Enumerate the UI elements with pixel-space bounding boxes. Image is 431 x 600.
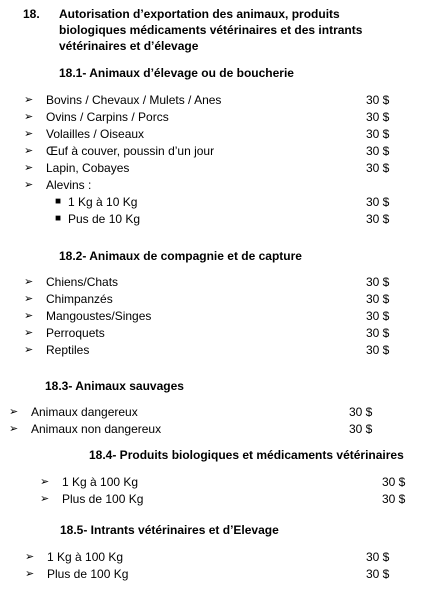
list-item-label: Animaux non dangereux <box>31 422 162 436</box>
list-item-price: 30 $ <box>349 405 373 419</box>
list-item-price: 30 $ <box>349 422 373 436</box>
list-item-label: Plus de 100 Kg <box>62 492 144 506</box>
list-item-label: Mangoustes/Singes <box>46 309 152 323</box>
list-item-label: Chiens/Chats <box>46 275 119 289</box>
list-item-label: Perroquets <box>46 326 105 340</box>
arrow-bullet-icon: ➢ <box>24 310 34 322</box>
list-item-price: 30 $ <box>366 275 390 289</box>
arrow-bullet-icon: ➢ <box>24 327 34 339</box>
list-item-price: 30 $ <box>366 93 390 107</box>
arrow-bullet-icon: ➢ <box>25 551 35 563</box>
list-item-label: Œuf à couver, poussin d’un jour <box>46 144 215 158</box>
page-title-line: biologiques médicaments vétérinaires et des intrants <box>59 23 363 37</box>
list-item-label: Alevins : <box>46 178 92 192</box>
section-number: 18. <box>23 7 40 21</box>
arrow-bullet-icon: ➢ <box>24 179 34 191</box>
list-item-price: 30 $ <box>366 309 390 323</box>
list-item-label: 1 Kg à 100 Kg <box>47 550 124 564</box>
arrow-bullet-icon: ➢ <box>9 423 19 435</box>
list-item-price: 30 $ <box>382 475 406 489</box>
list-item-label: Ovins / Carpins / Porcs <box>46 110 169 124</box>
sub-list-item-label: 1 Kg à 10 Kg <box>68 195 138 209</box>
list-item-label: 1 Kg à 100 Kg <box>62 475 139 489</box>
list-item-price: 30 $ <box>366 144 390 158</box>
list-item-price: 30 $ <box>366 161 390 175</box>
section-title: 18.1- Animaux d’élevage ou de boucherie <box>59 66 294 80</box>
list-item-price: 30 $ <box>366 127 390 141</box>
list-item-price: 30 $ <box>382 492 406 506</box>
page-title-line: Autorisation d’exportation des animaux, produits <box>59 7 340 21</box>
list-item-price: 30 $ <box>366 110 390 124</box>
arrow-bullet-icon: ➢ <box>24 145 34 157</box>
list-item-price: 30 $ <box>366 195 390 209</box>
list-item-price: 30 $ <box>366 567 390 581</box>
section-title: 18.2- Animaux de compagnie et de capture <box>59 249 302 263</box>
arrow-bullet-icon: ➢ <box>40 493 50 505</box>
arrow-bullet-icon: ➢ <box>24 94 34 106</box>
arrow-bullet-icon: ➢ <box>24 293 34 305</box>
list-item-label: Animaux dangereux <box>31 405 138 419</box>
list-item-label: Bovins / Chevaux / Mulets / Anes <box>46 93 222 107</box>
list-item-price: 30 $ <box>366 212 390 226</box>
arrow-bullet-icon: ➢ <box>25 568 35 580</box>
list-item-price: 30 $ <box>366 326 390 340</box>
page-title-line: vétérinaires et d’élevage <box>59 39 199 53</box>
sub-list-item-label: Pus de 10 Kg <box>68 212 141 226</box>
arrow-bullet-icon: ➢ <box>24 162 34 174</box>
section-title: 18.5- Intrants vétérinaires et d’Elevage <box>60 523 279 537</box>
arrow-bullet-icon: ➢ <box>24 344 34 356</box>
square-bullet-icon: ■ <box>55 196 62 207</box>
list-item-label: Volailles / Oiseaux <box>46 127 145 141</box>
list-item-label: Chimpanzés <box>46 292 113 306</box>
arrow-bullet-icon: ➢ <box>24 276 34 288</box>
arrow-bullet-icon: ➢ <box>24 128 34 140</box>
section-title: 18.4- Produits biologiques et médicaments vétérinaires <box>89 448 404 462</box>
list-item-label: Lapin, Cobayes <box>46 161 130 175</box>
list-item-price: 30 $ <box>366 292 390 306</box>
square-bullet-icon: ■ <box>55 213 62 224</box>
section-title: 18.3- Animaux sauvages <box>45 379 184 393</box>
arrow-bullet-icon: ➢ <box>9 406 19 418</box>
list-item-price: 30 $ <box>366 343 390 357</box>
list-item-price: 30 $ <box>366 550 390 564</box>
list-item-label: Reptiles <box>46 343 90 357</box>
arrow-bullet-icon: ➢ <box>40 476 50 488</box>
arrow-bullet-icon: ➢ <box>24 111 34 123</box>
list-item-label: Plus de 100 Kg <box>47 567 129 581</box>
